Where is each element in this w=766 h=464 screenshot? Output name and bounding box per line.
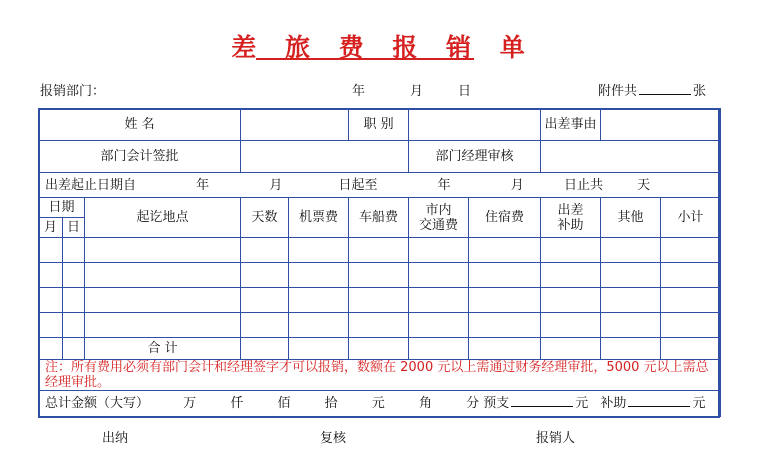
unit-jiao: 角 — [418, 396, 432, 411]
total-amount-row — [39, 391, 721, 417]
col-allowance — [541, 198, 601, 238]
approval-note: 注：所有费用必须有部门会计和经理签字才可以报销，数额在 2000 元以上需通过财务经理审批，5000 元以上需总经理审批。 — [39, 360, 721, 391]
col-subtotal: 小计 — [661, 198, 721, 238]
reason-field[interactable] — [601, 109, 721, 141]
reviewer-label: 复核 — [320, 431, 347, 446]
col-other: 其他 — [601, 198, 661, 238]
col-airfare: 机票费 — [289, 198, 349, 238]
name-field[interactable] — [241, 109, 349, 141]
cashier-label: 出纳 — [102, 431, 129, 446]
position-label: 职 别 — [349, 109, 409, 141]
col-day: 日 — [63, 218, 85, 238]
attachment-blank[interactable] — [639, 84, 691, 95]
period-year-1: 年 — [196, 177, 210, 193]
table-row — [39, 263, 721, 288]
dept-label: 报销部门： — [40, 84, 106, 99]
reason-label: 出差事由 — [541, 109, 601, 141]
expense-form-table — [38, 108, 721, 417]
period-days-unit: 天 — [637, 177, 651, 193]
attachment-count — [598, 80, 706, 99]
table-row — [39, 313, 721, 338]
trip-period — [39, 173, 721, 198]
col-local-transport-line2: 交通费 — [419, 217, 459, 233]
unit-wan: 万 — [183, 396, 197, 411]
col-month: 月 — [39, 218, 63, 238]
title-underline — [256, 58, 474, 60]
col-days: 天数 — [241, 198, 289, 238]
advance-unit: 元 — [575, 396, 589, 411]
total-row — [39, 338, 721, 360]
col-allowance-line2: 补助 — [557, 217, 584, 233]
col-route: 起讫地点 — [85, 198, 241, 238]
unit-bai: 佰 — [277, 396, 291, 411]
position-field[interactable] — [409, 109, 541, 141]
period-start-label: 出差起止日期自 — [45, 177, 137, 193]
col-allowance-line1: 出差 — [557, 202, 584, 218]
dept-manager-label: 部门经理审核 — [409, 141, 541, 173]
dept-manager-field[interactable] — [541, 141, 721, 173]
amount-label: 总计金额（大写） — [45, 396, 150, 411]
subsidy-label: 补助 — [600, 396, 627, 411]
claimant-label: 报销人 — [536, 431, 576, 446]
subsidy-unit: 元 — [692, 396, 706, 411]
form-title: 差 旅 费 报 销 单 — [231, 33, 535, 62]
col-local-transport-line1: 市内 — [425, 202, 452, 218]
advance-label: 预支 — [483, 396, 510, 411]
period-month-1: 月 — [269, 177, 283, 193]
table-row — [39, 288, 721, 313]
col-local-transport — [409, 198, 469, 238]
col-train-ship: 车船费 — [349, 198, 409, 238]
name-label: 姓 名 — [39, 109, 241, 141]
table-row — [39, 238, 721, 263]
subsidy-blank[interactable] — [628, 396, 690, 407]
unit-shi: 拾 — [324, 396, 338, 411]
total-label: 合 计 — [85, 338, 241, 360]
attachment-suffix: 张 — [693, 84, 707, 99]
period-day-start: 日起至 — [338, 177, 378, 193]
period-month-2: 月 — [510, 177, 524, 193]
col-date: 日期 — [39, 198, 85, 218]
dept-accountant-label: 部门会计签批 — [39, 141, 241, 173]
header-day: 日 — [458, 84, 472, 99]
dept-accountant-field[interactable] — [241, 141, 409, 173]
header-year: 年 — [352, 84, 366, 99]
advance-blank[interactable] — [511, 396, 573, 407]
unit-yuan: 元 — [371, 396, 385, 411]
unit-fen: 分 — [466, 396, 480, 411]
period-day-end: 日止共 — [563, 177, 603, 193]
period-year-2: 年 — [437, 177, 451, 193]
col-lodging: 住宿费 — [469, 198, 541, 238]
unit-qian: 仟 — [230, 396, 244, 411]
header-month: 月 — [410, 84, 424, 99]
attachment-prefix: 附件共 — [598, 84, 638, 99]
